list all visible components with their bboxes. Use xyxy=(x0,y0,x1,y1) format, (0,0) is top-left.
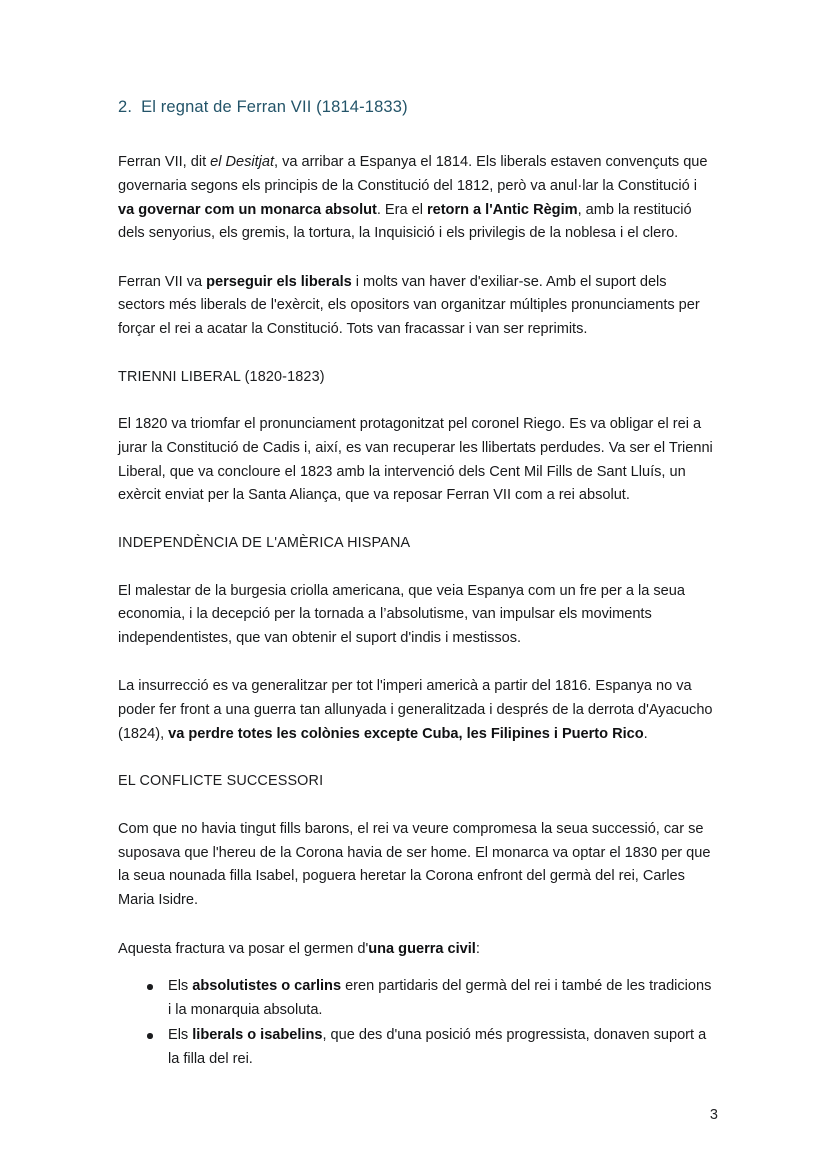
page-title xyxy=(118,96,714,118)
bold-antic-regim: retorn a l'Antic Règim xyxy=(426,201,578,218)
section-number: 2. xyxy=(118,98,133,116)
list-item xyxy=(118,1024,714,1071)
text-segment: Aquesta fractura va posar el germen d' xyxy=(118,940,369,957)
text-segment: , que des d'una posició més progressista, donaven suport a la filla del rei. xyxy=(168,1027,707,1068)
text-segment: , amb la restitució dels senyorius, els gremis, la tortura, la Inquisició i els privilegis de la noblesa i el clero. xyxy=(118,201,692,242)
subheading-independencia-america: INDEPENDÈNCIA DE L'AMÈRICA HISPANA xyxy=(118,534,411,551)
paragraph-malestar-burgesia: El malestar de la burgesia criolla americana, que veia Espanya com un fre per a la seua economia, i la decepció per la tornada a l’absolutisme, van impulsar els moviments independentistes, que van obtenir el suport d'indis i mestissos. xyxy=(118,582,685,646)
text-segment: Els xyxy=(168,1027,193,1044)
text-segment: Ferran VII va xyxy=(118,273,207,290)
paragraph-persecucio-liberals xyxy=(118,271,714,342)
text-segment: Ferran VII, dit xyxy=(118,154,211,171)
text-segment: , va arribar a Espanya el 1814. Els liberals estaven convençuts que governaria segons els principis de la Constitució del 1812, però va anul·lar la Constitució i xyxy=(118,154,708,194)
section-title-text: El regnat de Ferran VII (1814-1833) xyxy=(141,98,408,116)
text-segment: : xyxy=(475,940,480,957)
paragraph-insurreccio xyxy=(118,675,714,746)
text-segment: La insurrecció es va generalitzar per tot l'imperi americà a partir del 1816. Espanya no va poder fer front a una guerra tan allunyada i generalitzada i després de la derrota d'Ayacucho (1824), xyxy=(118,678,713,742)
text-segment: Els xyxy=(168,978,193,995)
bold-liberals-isabelins: liberals o isabelins xyxy=(192,1027,323,1044)
bold-perseguir-liberals: perseguir els liberals xyxy=(206,273,352,290)
bold-una-guerra-civil: una guerra civil xyxy=(368,940,476,957)
paragraph-trienni-liberal: El 1820 va triomfar el pronunciament protagonitzat pel coronel Riego. Es va obligar el rei a jurar la Constitució de Cadis i, així, es van recuperar les llibertats perdudes. Va ser el Trienni Liberal, que va concloure el 1823 amb la intervenció dels Cent Mil Fills de Sant Lluís, un exèrcit enviat per la Santa Aliança, que va reposar Ferran VII com a rei absolut. xyxy=(118,416,713,504)
bullet-list-bandols xyxy=(118,975,714,1072)
paragraph-guerra-civil xyxy=(118,938,714,962)
bullet-dot-icon xyxy=(147,984,153,990)
document-content xyxy=(118,96,714,1074)
italic-el-desitjat: el Desitjat xyxy=(210,154,274,171)
bullet-dot-icon xyxy=(147,1033,153,1039)
paragraph-successio: Com que no havia tingut fills barons, el rei va veure compromesa la seua successió, car se suposava que l'hereu de la Corona havia de ser home. El monarca va optar el 1830 per que la seua nounada filla Isabel, poguera heretar la Corona enfront del germà del rei, Carles Maria Isidre. xyxy=(118,820,711,908)
bold-perdre-colonies: va perdre totes les colònies excepte Cuba, les Filipines i Puerto Rico xyxy=(168,725,644,742)
list-item xyxy=(118,975,714,1022)
bold-absolutistes-carlins: absolutistes o carlins xyxy=(192,978,342,995)
paragraph-ferran-vii-intro xyxy=(118,151,714,246)
bold-monarca-absolut: va governar com un monarca absolut xyxy=(118,201,377,218)
subheading-trienni-liberal: TRIENNI LIBERAL (1820-1823) xyxy=(118,368,325,385)
subheading-conflicte-successori: EL CONFLICTE SUCCESSORI xyxy=(118,773,324,790)
text-segment: . Era el xyxy=(376,201,427,218)
text-segment: eren partidaris del germà del rei i també de les tradicions i la monarquia absoluta. xyxy=(168,978,712,1018)
text-segment: . xyxy=(643,725,648,742)
page-number: 3 xyxy=(709,1107,718,1123)
text-segment: i molts van haver d'exiliar-se. Amb el suport dels sectors més liberals de l'exèrcit, els opositors van organitzar múltiples pronunciaments per forçar el rei a acatar la Constitució. Tots van fracassar i van ser reprimits. xyxy=(118,273,700,338)
